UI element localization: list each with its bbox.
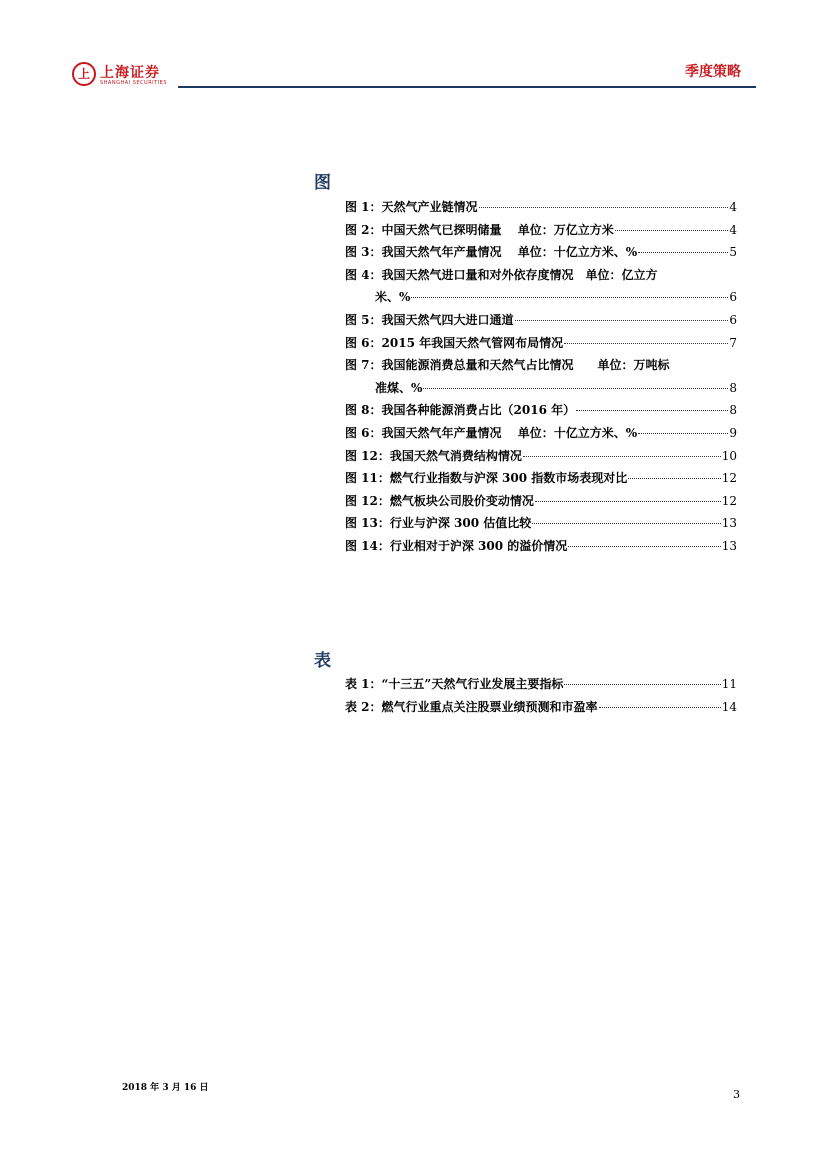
toc-entry-page: 13 [721,538,737,553]
toc-entry-page: 8 [729,380,737,395]
toc-entry-label: 图 5：我国天然气四大进口通道 [345,312,514,327]
toc-entry-page: 4 [729,222,737,237]
toc-entry[interactable] [345,241,737,264]
company-logo [72,62,172,88]
toc-entry-label: 图 11：燃气行业指数与沪深 300 指数市场表现对比 [345,471,628,486]
toc-entry-label: 图 2：中国天然气已探明储量 单位：万亿立方米 [345,222,614,237]
toc-entry[interactable] [345,219,737,242]
toc-entry[interactable] [345,673,737,696]
report-date: 2018 年 3 月 16 日 [122,1083,209,1093]
toc-entry[interactable] [345,309,737,332]
toc-entry-page: 12 [721,471,737,486]
toc-entry-page: 8 [729,403,737,418]
toc-entry-page: 10 [721,448,737,463]
dot-leader [615,230,729,231]
toc-entry-page: 13 [721,516,737,531]
toc-entry[interactable] [345,354,737,399]
toc-entry-label: 图 4：我国天然气进口量和对外依存度情况 单位：亿立方 [345,267,658,282]
dot-leader [523,456,721,457]
toc-entry-page: 14 [721,699,737,714]
page-number: 3 [733,1088,740,1101]
toc-entry-label: 图 6：我国天然气年产量情况 单位：十亿立方米、% [345,425,638,440]
dot-leader [599,707,721,708]
tables-list [345,673,737,718]
toc-entry[interactable] [345,696,737,719]
header-divider [178,86,756,88]
dot-leader [411,297,728,298]
dot-leader [576,410,728,411]
dot-leader [638,252,728,253]
toc-entry-label: 图 6：2015 年我国天然气管网布局情况 [345,335,564,350]
toc-entry-label: 图 3：我国天然气年产量情况 单位：十亿立方米、% [345,245,638,260]
toc-entry-label: 图 12：我国天然气消费结构情况 [345,448,522,463]
toc-entry[interactable] [345,399,737,422]
toc-entry-page: 4 [729,200,737,214]
toc-entry[interactable] [345,490,737,513]
toc-entry[interactable] [345,467,737,490]
dot-leader [423,388,728,389]
toc-entry[interactable] [345,422,737,445]
logo-text: 上海证券 [100,65,160,81]
figures-heading: 图 [314,173,331,193]
toc-entry-page: 6 [729,290,737,305]
toc-entry-label: 表 2：燃气行业重点关注股票业绩预测和市盈率 [345,699,598,714]
toc-entry-label-continued: 准煤、% [375,380,423,395]
toc-entry-page: 7 [729,335,737,350]
logo-seal-icon: 上 [72,62,96,86]
toc-entry-label: 图 1：天然气产业链情况 [345,200,478,214]
dot-leader [535,501,721,502]
toc-entry-page: 9 [729,425,737,440]
dot-leader [628,478,720,479]
toc-entry-label: 图 14：行业相对于沪深 300 的溢价情况 [345,538,568,553]
toc-entry-label: 图 8：我国各种能源消费占比（2016 年） [345,403,576,418]
toc-entry-label: 图 13：行业与沪深 300 估值比较 [345,516,532,531]
toc-entry-label: 图 7：我国能源消费总量和天然气占比情况 单位：万吨标 [345,358,670,373]
dot-leader [479,207,729,208]
toc-entry[interactable] [345,445,737,468]
report-type-title: 季度策略 [685,64,741,80]
toc-entry[interactable] [345,535,737,558]
toc-entry-page: 6 [729,312,737,327]
toc-entry[interactable] [345,196,737,219]
toc-entry[interactable] [345,332,737,355]
toc-entry-label-continued: 米、% [375,290,411,305]
dot-leader [564,684,720,685]
dot-leader [568,546,720,547]
figures-list [345,196,737,558]
toc-entry[interactable] [345,512,737,535]
toc-entry[interactable] [345,264,737,309]
dot-leader [638,433,728,434]
tables-heading: 表 [314,651,331,671]
toc-entry-label: 图 12：燃气板块公司股价变动情况 [345,493,534,508]
dot-leader [564,343,728,344]
dot-leader [532,523,720,524]
logo-subtext: SHANGHAI SECURITIES [100,80,168,86]
toc-entry-page: 12 [721,493,737,508]
dot-leader [515,320,729,321]
toc-entry-page: 11 [721,677,737,691]
toc-entry-label: 表 1：“十三五”天然气行业发展主要指标 [345,677,564,691]
toc-entry-page: 5 [729,245,737,260]
